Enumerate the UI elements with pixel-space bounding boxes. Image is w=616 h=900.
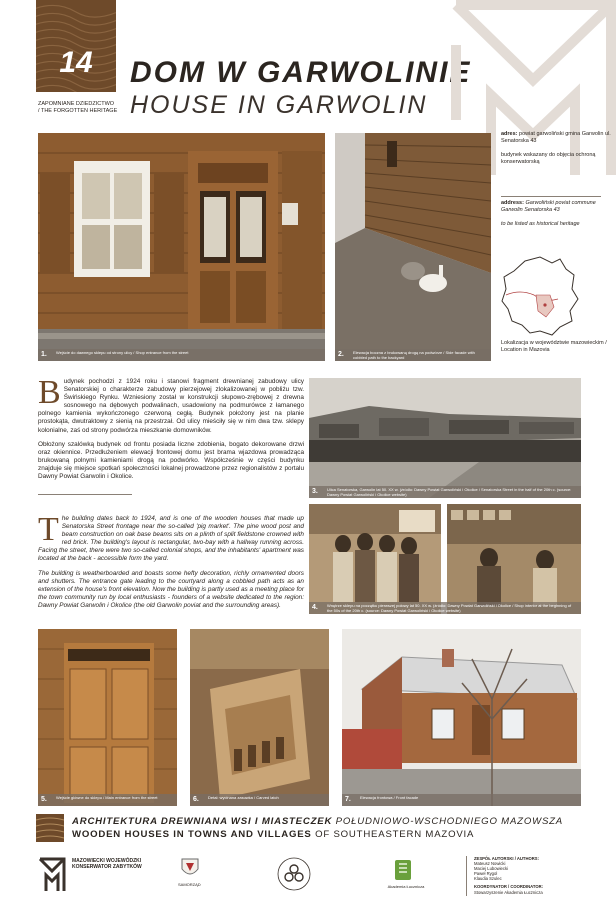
series-title-bar xyxy=(36,814,581,842)
description-en-p2: The building is weatherboarded and boasts some hefty decoration, richly ornamented doors and shutters. The entrance gate leading to the courtyard along a cobbled path acts as an extension of the house's front elevation. Now the building is partly used as a meeting place for the town community run by local enthusiasts - founders of a website dedicated to the region: Dawny Powiat Garwolin i Okolice (the old Garwolin poviat and the surrounding areas). xyxy=(38,569,304,609)
historic-street-illustration xyxy=(309,378,581,498)
title-pl: DOM W GARWOLINIE xyxy=(130,56,472,89)
akademia-lucznicza-icon xyxy=(393,858,413,882)
ornament-seal-icon xyxy=(276,856,312,892)
photo-caption: 1. Wejście do dawnego sklepu od strony ulicy / Shop entrance from the street xyxy=(38,349,325,361)
mwkz-logo-text: MAZOWIECKI WOJEWÓDZKI KONSERWATOR ZABYTKÓW xyxy=(72,858,142,870)
address-label: adres: xyxy=(501,131,518,137)
photo-side-facade xyxy=(335,133,491,361)
drop-cap-pl: B xyxy=(38,374,61,411)
divider xyxy=(38,494,132,495)
kicker-pl: ZAPOMNIANE DZIEDZICTWO xyxy=(38,101,115,107)
description-en xyxy=(38,511,304,616)
main-door-illustration xyxy=(38,629,177,806)
address-en-label: address: xyxy=(501,200,524,206)
description-pl xyxy=(38,374,304,487)
issue-number: 14 xyxy=(59,46,93,79)
address-block-en xyxy=(501,200,611,228)
series-title-pl: ARCHITEKTURA DREWNIANA WSI I MIASTECZEK POŁUDNIOWO-WSCHODNIEGO MAZOWSZA xyxy=(72,816,564,827)
description-en-p1: he building dates back to 1924, and is one of the wooden houses that made up Senatorska Street frontage near the so-called 'pig market'. The pine wood post and beam construction on oak base beams sits on a plinth of split fieldstone crowned with red brick. The building's layout is rectangular, two-bay with a hallway running across. Facing the street, there were two so-called colonial shops, and the inhabitants' apartment was located at the back - accessible form the yard. xyxy=(38,515,304,563)
series-kicker xyxy=(38,101,117,115)
title-en: HOUSE IN GARWOLIN xyxy=(130,91,428,119)
samorzad-label: SAMORZĄD xyxy=(178,882,201,887)
address-value: powiat garwoliński gmina Garwolin ul. Senatorska 43 xyxy=(501,131,611,144)
shop-interior-illustration xyxy=(309,504,581,614)
description-pl-p2: Obłożony szalówką budynek od frontu posiada liczne zdobienia, bogato dekorowane drzwi oraz okiennice. Przedłużeniem elewacji frontowej domu jest brama wjazdowa prowadząca brukowaną polnymi kamieniami drogą na podwórko. Współcześnie w części budynku znajduje się miejsce spotkań społeczności lokalnej prowadzone przez regionalistów z portalu Dawny Powiat Garwolin i Okolice. xyxy=(38,440,304,481)
protection-status: budynek wskazany do objęcia ochroną konserwatorską xyxy=(501,152,596,165)
series-icon xyxy=(36,814,64,842)
photo-shop-interior xyxy=(309,504,581,614)
photo-caption: 5. Wejście główne do sklepu / Main entrance from the street xyxy=(38,794,177,806)
photo-caption: 7. Elewacja frontowa / Front facade xyxy=(342,794,581,806)
authors-block xyxy=(474,856,584,895)
author-1: Mateusz Nowicki xyxy=(474,861,506,867)
address-en-value: Garwoliński poviat commune Garwolin Senatorska 43 xyxy=(501,200,596,213)
issue-number-badge xyxy=(36,0,116,92)
protection-status-en: to be listed as historical heritage xyxy=(501,221,580,227)
mwkz-logo-icon xyxy=(38,857,66,893)
photo-caption: 2. Elewacja boczna z brukowaną drogą na podwórze / Side facade with cobbled path to the backyard xyxy=(335,349,491,361)
author-2: Maciej Lubowiecki xyxy=(474,866,508,872)
author-4: Klaudia Szulec xyxy=(474,876,502,882)
photo-main-door xyxy=(38,629,177,806)
front-facade-illustration xyxy=(342,629,581,806)
coat-of-arms-icon xyxy=(180,857,200,879)
photo-historic-street xyxy=(309,378,581,498)
authors-label: ZESPÓŁ AUTORSKI / AUTHORS: xyxy=(474,856,539,861)
akademia-lucznicza-label: Akademia Łucznicza xyxy=(387,884,425,889)
wood-icon xyxy=(36,814,64,842)
description-pl-p1: udynek pochodzi z 1924 roku i stanowi fragment drewnianej zabudowy ulicy Senatorskiej o charakterze zabudowy pierzejowej zlokalizowanej w pobliżu tzw. Świńskiego Rynku. Wzniesiony został w konstrukcji słupowo-zrębowej z drewna sosnowego na dębowych podwalinach, usadowiony na podmurówce z łamanego polnego kamienia wykończonego czerwoną cegłą. Budynek położony jest na planie prostokąta, dwutraktowy z sienią na przestrzał. Od ulicy mieściły się w nim dwa tzw. sklepy kolonialne, zaś od strony podwórza mieszkanie domowników. xyxy=(38,378,304,434)
drop-cap-en: T xyxy=(38,511,59,548)
author-3: Paweł Rygol xyxy=(474,871,498,877)
photo-caption: 6. Detal: wycinana zasuwka / Carved latch xyxy=(190,794,329,806)
coordinator-value: Stowarzyszenie Akademia Łucznicza xyxy=(474,889,543,895)
photo-caption: 3. Ulica Senatorska, Garwolin lat 50. XX w. (źródło: Dawny Powiat Garwoliński i Okolice / Senatorska Street in the half of the 20th c. (source: Dawny Powiat Garwoliński i Okolice website) xyxy=(309,486,581,498)
photo-latch-detail xyxy=(190,629,329,806)
coordinator-label: KOORDYNATOR / COORDINATOR: xyxy=(474,884,544,890)
mazovia-location-map xyxy=(500,255,580,337)
divider xyxy=(501,196,601,197)
address-block-pl xyxy=(501,131,611,166)
divider xyxy=(466,856,467,896)
side-facade-illustration xyxy=(335,133,491,361)
series-title-en: WOODEN HOUSES IN TOWNS AND VILLAGES OF SOUTHEASTERN MAZOVIA xyxy=(72,829,475,840)
photo-front-facade xyxy=(342,629,581,806)
shop-entrance-illustration xyxy=(38,133,325,361)
latch-detail-illustration xyxy=(190,629,329,806)
kicker-en: / THE FORGOTTEN HERITAGE xyxy=(38,108,118,114)
photo-caption: 4. Wnętrze sklepu na początku pierwszej połowy lat 50. XX w. (źródło: Dawny Powiat Garwoliński i Okolice / Shop interior at the beginning of the 50s of the 20th c. (source: Dawny Powiat Garwoliński i Okolice website) xyxy=(309,602,581,614)
photo-shop-entrance xyxy=(38,133,325,361)
location-label: Lokalizacja w województwie mazowieckim / Location in Mazovia xyxy=(501,340,607,353)
